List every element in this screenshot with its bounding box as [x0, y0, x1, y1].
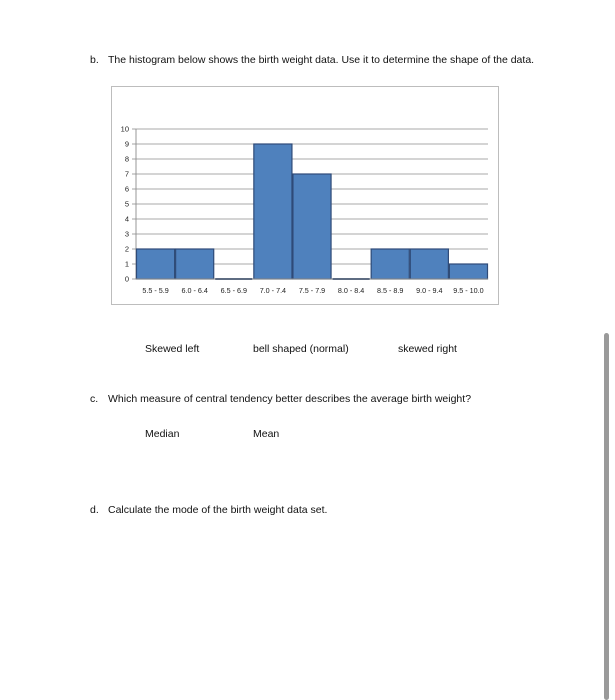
- option-skewed-right: skewed right: [398, 343, 457, 355]
- bar-3: [254, 144, 292, 279]
- question-c-letter: c.: [90, 393, 99, 405]
- question-c-text: Which measure of central tendency better describes the average birth weight?: [108, 393, 472, 405]
- x-tick-label-3: 7.0 - 7.4: [259, 286, 287, 295]
- bar-7: [410, 249, 448, 279]
- question-d: [90, 504, 327, 516]
- vertical-scrollbar[interactable]: [604, 333, 609, 700]
- option-bell-shaped: bell shaped (normal): [253, 343, 349, 355]
- histogram-svg: [112, 87, 498, 304]
- y-tick-label-7: 7: [124, 169, 129, 179]
- x-tick-label-6: 8.5 - 8.9: [377, 286, 404, 295]
- histogram-chart: [111, 86, 499, 305]
- option-median: Median: [145, 428, 180, 440]
- question-d-letter: d.: [90, 504, 99, 516]
- question-b-text: The histogram below shows the birth weight data. Use it to determine the shape of the data.: [108, 54, 535, 66]
- question-b: [90, 54, 534, 66]
- x-tick-label-5: 8.0 - 8.4: [337, 286, 365, 295]
- x-tick-label-8: 9.5 - 10.0: [453, 286, 484, 295]
- x-tick-label-0: 5.5 - 5.9: [142, 286, 169, 295]
- x-tick-label-4: 7.5 - 7.9: [298, 286, 326, 295]
- bar-8: [449, 264, 487, 279]
- y-tick-label-5: 5: [124, 199, 129, 209]
- question-b-letter: b.: [90, 54, 99, 66]
- y-tick-label-10: 10: [120, 124, 129, 134]
- option-mean: Mean: [253, 428, 280, 440]
- y-tick-label-1: 1: [124, 259, 129, 269]
- y-tick-label-8: 8: [124, 154, 129, 164]
- bar-0: [137, 249, 175, 279]
- x-tick-label-2: 6.5 - 6.9: [220, 286, 247, 295]
- question-d-text: Calculate the mode of the birth weight data set.: [108, 504, 328, 516]
- y-tick-label-9: 9: [124, 139, 129, 149]
- y-tick-label-3: 3: [124, 229, 129, 239]
- bar-4: [293, 174, 331, 279]
- y-tick-label-2: 2: [124, 244, 129, 254]
- bar-6: [371, 249, 409, 279]
- bar-1: [176, 249, 214, 279]
- y-tick-label-4: 4: [124, 214, 129, 224]
- question-c: [90, 393, 471, 405]
- option-skewed-left: Skewed left: [145, 343, 200, 355]
- x-tick-label-1: 6.0 - 6.4: [181, 286, 208, 295]
- y-tick-label-0: 0: [124, 274, 129, 284]
- y-tick-label-6: 6: [124, 184, 129, 194]
- x-tick-label-7: 9.0 - 9.4: [416, 286, 443, 295]
